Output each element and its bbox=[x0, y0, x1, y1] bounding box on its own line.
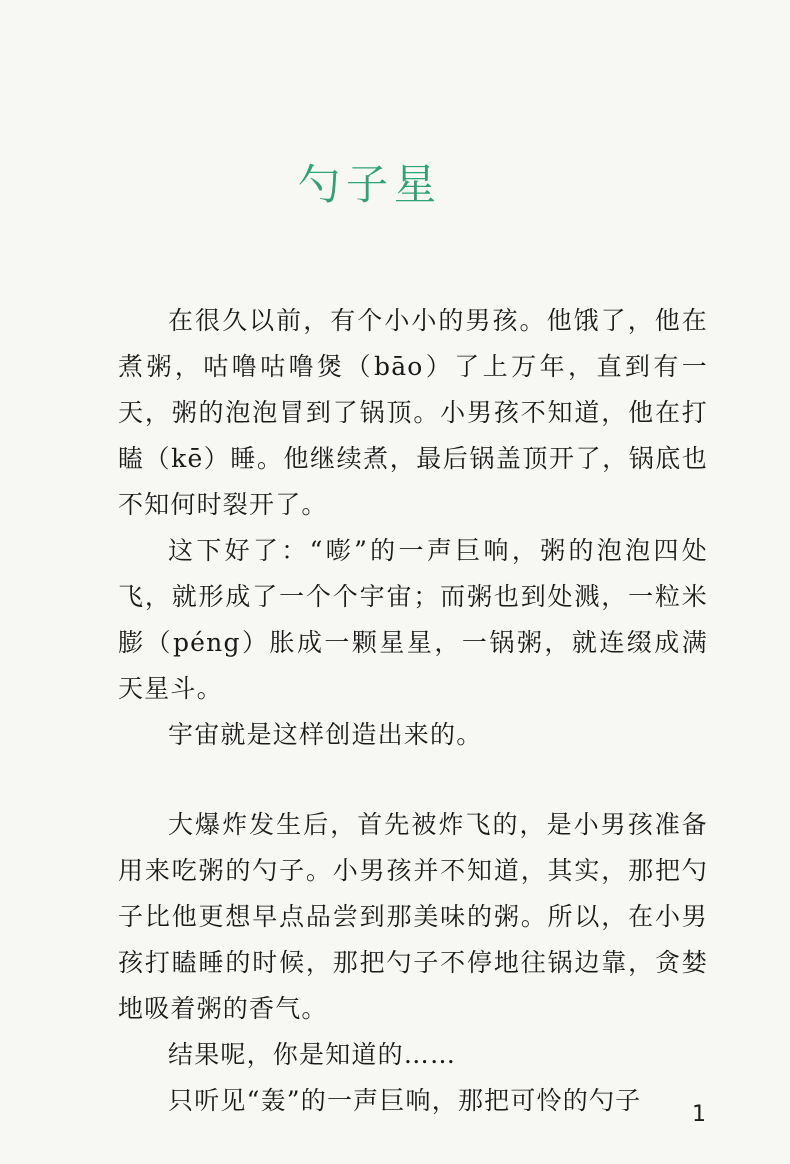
paragraph: 在很久以前，有个小小的男孩。他饿了，他在煮粥，咕噜咕噜煲（bāo）了上万年，直到有一天，粥的泡泡冒到了锅顶。小男孩不知道，他在打瞌（kē）睡。他继续煮，最后锅盖顶开了，锅底也不知何时裂开了。 bbox=[118, 306, 708, 519]
chapter-title: 勺子星 bbox=[297, 160, 442, 209]
paragraph: 这下好了：“嘭”的一声巨响，粥的泡泡四处飞，就形成了一个个宇宙；而粥也到处溅，一粒米膨（péng）胀成一颗星星，一锅粥，就连缀成满天星斗。 bbox=[118, 536, 708, 703]
paragraph: 大爆炸发生后，首先被炸飞的，是小男孩准备用来吃粥的勺子。小男孩并不知道，其实，那把勺子比他更想早点品尝到那美味的粥。所以，在小男孩打瞌睡的时候，那把勺子不停地往锅边靠，贪婪地吸着粥的香气。 bbox=[118, 810, 708, 1023]
section-break bbox=[118, 758, 708, 802]
paragraph: 结果呢，你是知道的…… bbox=[168, 1040, 457, 1069]
paragraph: 只听见“轰”的一声巨响，那把可怜的勺子 bbox=[168, 1086, 642, 1115]
body-text bbox=[118, 298, 708, 1124]
page-number: 1 bbox=[692, 1102, 706, 1127]
paragraph: 宇宙就是这样创造出来的。 bbox=[168, 720, 483, 749]
